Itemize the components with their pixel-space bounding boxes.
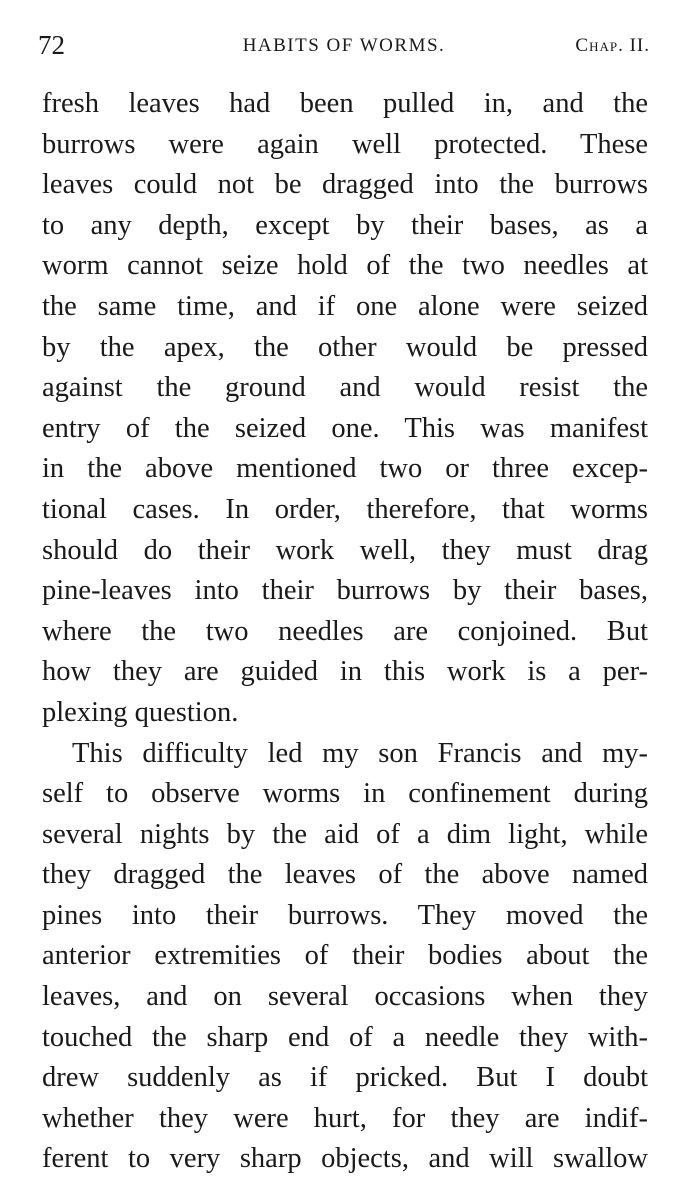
text-line: they dragged the leaves of the above named	[42, 859, 648, 891]
paragraph	[42, 734, 648, 1181]
text-line: where the two needles are conjoined. But	[42, 615, 648, 647]
text-line: self to observe worms in confinement during	[42, 778, 648, 810]
text-line: tional cases. In order, therefore, that worms	[42, 493, 648, 525]
text-line: against the ground and would resist the	[42, 372, 648, 404]
page-number: 72	[38, 30, 65, 60]
paragraph	[42, 84, 648, 734]
text-line: worm cannot seize hold of the two needles at	[42, 250, 648, 282]
text-line: the same time, and if one alone were seized	[42, 290, 648, 322]
text-line: anterior extremities of their bodies about the	[42, 940, 648, 972]
text-line: plexing question.	[42, 696, 239, 728]
text-line: drew suddenly as if pricked. But I doubt	[42, 1062, 648, 1094]
body-text	[42, 84, 648, 1180]
text-line: This difficulty led my son Francis and my-	[72, 737, 648, 769]
chapter-label: Chap. II.	[575, 35, 650, 56]
text-line: should do their work well, they must drag	[42, 534, 648, 566]
text-line: ferent to very sharp objects, and will swallow	[42, 1143, 648, 1175]
text-line: how they are guided in this work is a per-	[42, 656, 648, 688]
text-line: leaves, and on several occasions when they	[42, 981, 648, 1013]
text-line: touched the sharp end of a needle they with-	[42, 1021, 648, 1053]
text-line: several nights by the aid of a dim light, while	[42, 818, 648, 850]
text-line: in the above mentioned two or three excep-	[42, 453, 648, 485]
text-line: by the apex, the other would be pressed	[42, 331, 648, 363]
text-line: entry of the seized one. This was manifest	[42, 412, 648, 444]
text-line: leaves could not be dragged into the burrows	[42, 169, 648, 201]
text-line: to any depth, except by their bases, as a	[42, 209, 648, 241]
text-line: burrows were again well protected. These	[42, 128, 648, 160]
text-line: pines into their burrows. They moved the	[42, 899, 648, 931]
text-line: pine-leaves into their burrows by their bases,	[42, 575, 648, 607]
running-title: HABITS OF WORMS.	[242, 35, 446, 56]
running-head	[38, 28, 650, 62]
text-line: fresh leaves had been pulled in, and the	[42, 88, 648, 119]
text-line: whether they were hurt, for they are indif-	[42, 1102, 648, 1134]
